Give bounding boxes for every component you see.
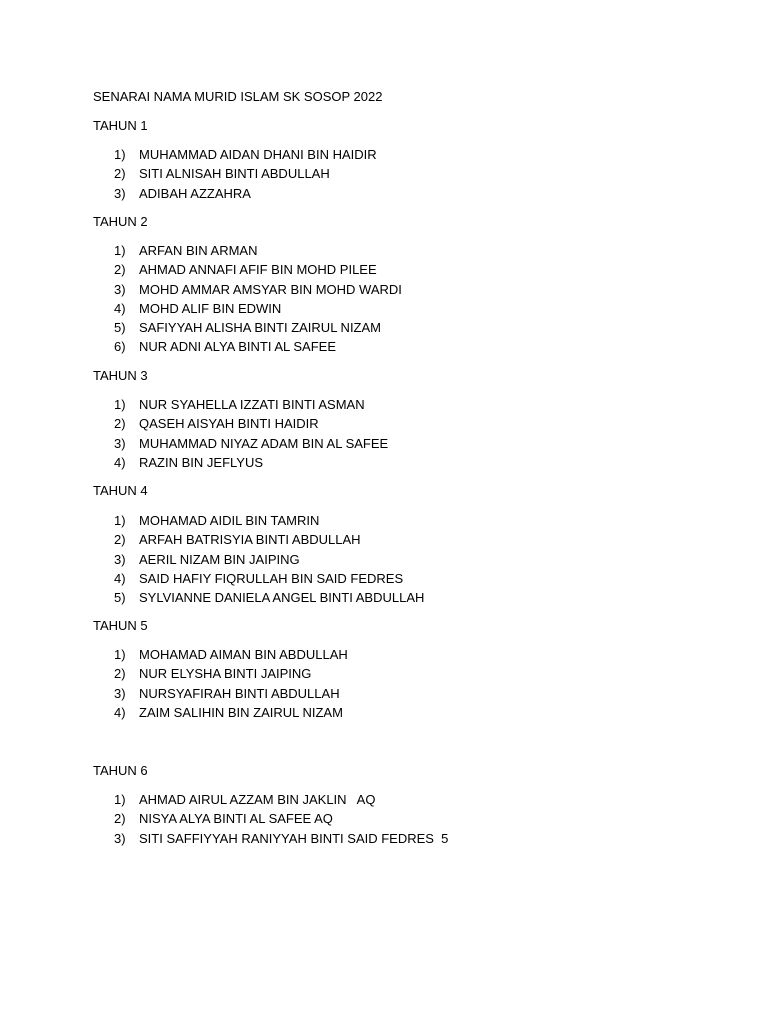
student-name: AHMAD ANNAFI AFIF BIN MOHD PILEE bbox=[139, 262, 377, 278]
list-item bbox=[114, 395, 388, 414]
list-item bbox=[114, 280, 402, 299]
list-item bbox=[114, 318, 402, 337]
student-list-tahun-3 bbox=[114, 395, 388, 472]
student-list-tahun-6 bbox=[114, 790, 448, 848]
item-number: 3) bbox=[114, 281, 126, 297]
list-item bbox=[114, 260, 402, 279]
item-number: 4) bbox=[114, 454, 126, 470]
item-number: 4) bbox=[114, 570, 126, 586]
list-item bbox=[114, 164, 377, 183]
student-list-tahun-1 bbox=[114, 145, 377, 203]
item-number: 3) bbox=[114, 435, 126, 451]
item-number: 2) bbox=[114, 166, 126, 182]
item-number: 1) bbox=[114, 792, 126, 807]
item-number: 1) bbox=[114, 147, 126, 162]
student-name: AERIL NIZAM BIN JAIPING bbox=[139, 551, 300, 567]
list-item bbox=[114, 664, 348, 683]
student-name: RAZIN BIN JEFLYUS bbox=[139, 454, 264, 470]
student-name: MOHD ALIF BIN EDWIN bbox=[139, 300, 282, 316]
list-item bbox=[114, 453, 388, 472]
student-name: NUR SYAHELLA IZZATI BINTI ASMAN bbox=[139, 397, 365, 412]
group-heading-tahun-4: TAHUN 4 bbox=[93, 483, 148, 498]
item-number: 5) bbox=[114, 320, 126, 336]
item-number: 6) bbox=[114, 339, 126, 355]
item-number: 5) bbox=[114, 590, 126, 606]
student-name: ARFAH BATRISYIA BINTI ABDULLAH bbox=[139, 532, 361, 548]
list-item bbox=[114, 530, 424, 549]
group-heading-tahun-3: TAHUN 3 bbox=[93, 368, 148, 383]
student-list-tahun-4 bbox=[114, 511, 424, 607]
item-number: 2) bbox=[114, 666, 126, 682]
list-item bbox=[114, 829, 448, 848]
item-number: 3) bbox=[114, 185, 126, 201]
group-heading-tahun-6: TAHUN 6 bbox=[93, 763, 148, 778]
item-number: 1) bbox=[114, 647, 126, 662]
list-item bbox=[114, 588, 424, 607]
student-name: NISYA ALYA BINTI AL SAFEE AQ bbox=[139, 811, 333, 827]
student-name: ZAIM SALIHIN BIN ZAIRUL NIZAM bbox=[139, 704, 343, 720]
student-list-tahun-5 bbox=[114, 645, 348, 722]
student-list-tahun-2 bbox=[114, 241, 402, 357]
student-name: NUR ADNI ALYA BINTI AL SAFEE bbox=[139, 339, 336, 355]
item-number: 2) bbox=[114, 532, 126, 548]
item-number: 1) bbox=[114, 243, 126, 258]
student-name: SITI SAFFIYYAH RANIYYAH BINTI SAID FEDRES 5 bbox=[139, 830, 449, 846]
student-name: SYLVIANNE DANIELA ANGEL BINTI ABDULLAH bbox=[139, 590, 425, 606]
list-item bbox=[114, 550, 424, 569]
student-name: NUR ELYSHA BINTI JAIPING bbox=[139, 666, 312, 682]
student-name: SITI ALNISAH BINTI ABDULLAH bbox=[139, 166, 330, 182]
list-item bbox=[114, 684, 348, 703]
list-item bbox=[114, 414, 388, 433]
item-number: 3) bbox=[114, 685, 126, 701]
student-name: MOHAMAD AIMAN BIN ABDULLAH bbox=[139, 647, 348, 662]
list-item bbox=[114, 241, 402, 260]
item-number: 2) bbox=[114, 811, 126, 827]
list-item bbox=[114, 434, 388, 453]
group-heading-tahun-1: TAHUN 1 bbox=[93, 118, 148, 133]
document-title: SENARAI NAMA MURID ISLAM SK SOSOP 2022 bbox=[93, 89, 383, 104]
list-item bbox=[114, 790, 448, 809]
group-heading-tahun-2: TAHUN 2 bbox=[93, 214, 148, 229]
item-number: 3) bbox=[114, 551, 126, 567]
student-name: MUHAMMAD NIYAZ ADAM BIN AL SAFEE bbox=[139, 435, 389, 451]
list-item bbox=[114, 809, 448, 828]
student-name: MOHAMAD AIDIL BIN TAMRIN bbox=[139, 513, 320, 528]
student-name: MOHD AMMAR AMSYAR BIN MOHD WARDI bbox=[139, 281, 402, 297]
list-item bbox=[114, 703, 348, 722]
student-name: ADIBAH AZZAHRA bbox=[139, 185, 251, 201]
student-name: MUHAMMAD AIDAN DHANI BIN HAIDIR bbox=[139, 147, 377, 162]
item-number: 1) bbox=[114, 513, 126, 528]
student-name: NURSYAFIRAH BINTI ABDULLAH bbox=[139, 685, 340, 701]
student-name: SAFIYYAH ALISHA BINTI ZAIRUL NIZAM bbox=[139, 320, 381, 336]
item-number: 4) bbox=[114, 300, 126, 316]
student-name: ARFAN BIN ARMAN bbox=[139, 243, 258, 258]
item-number: 2) bbox=[114, 416, 126, 432]
item-number: 3) bbox=[114, 830, 126, 846]
item-number: 2) bbox=[114, 262, 126, 278]
group-heading-tahun-5: TAHUN 5 bbox=[93, 618, 148, 633]
list-item bbox=[114, 645, 348, 664]
list-item bbox=[114, 569, 424, 588]
student-name: AHMAD AIRUL AZZAM BIN JAKLIN AQ bbox=[139, 792, 376, 807]
list-item bbox=[114, 184, 377, 203]
item-number: 4) bbox=[114, 704, 126, 720]
list-item bbox=[114, 299, 402, 318]
item-number: 1) bbox=[114, 397, 126, 412]
student-name: SAID HAFIY FIQRULLAH BIN SAID FEDRES bbox=[139, 570, 404, 586]
list-item bbox=[114, 145, 377, 164]
list-item bbox=[114, 337, 402, 356]
list-item bbox=[114, 511, 424, 530]
student-name: QASEH AISYAH BINTI HAIDIR bbox=[139, 416, 319, 432]
